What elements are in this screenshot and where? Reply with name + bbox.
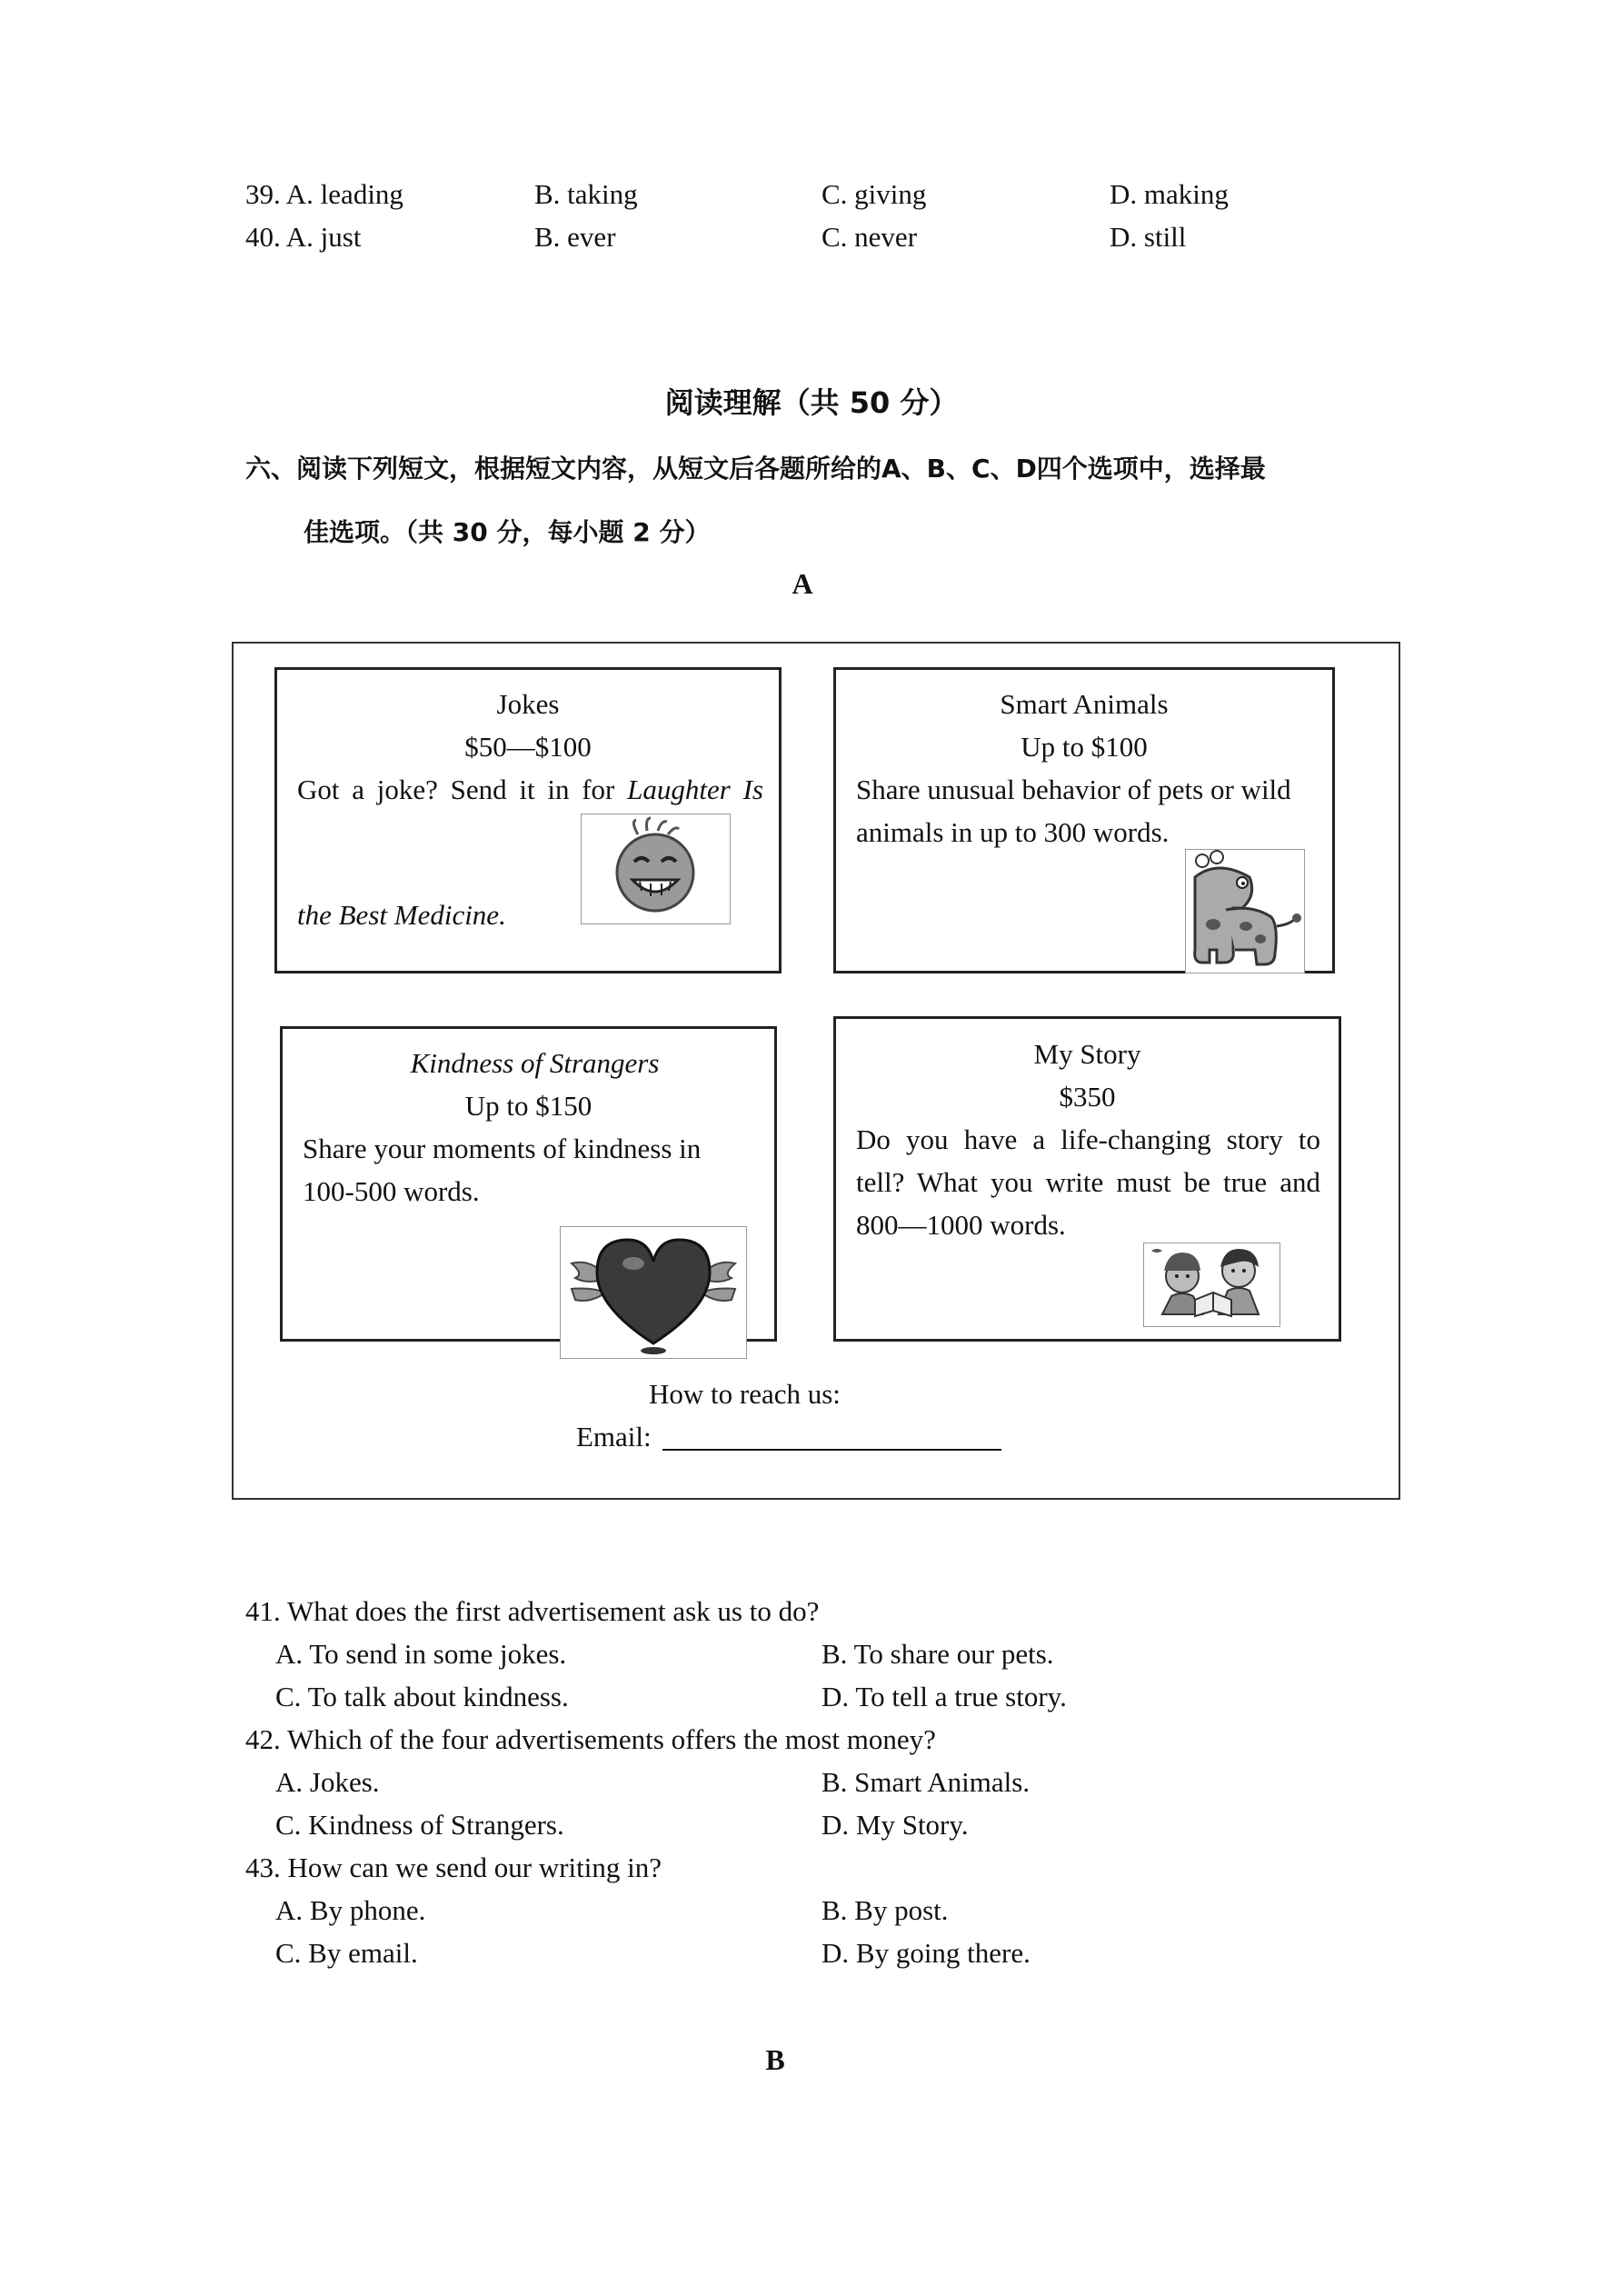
cloze-40-number-a: 40. A. just [245,221,362,253]
question-43-stem: 43. How can we send our writing in? [245,1852,662,1883]
ad-smart-animals-price: Up to $100 [1021,731,1148,763]
question-42-option-a: A. Jokes. [275,1766,380,1798]
ad-smart-animals-title: Smart Animals [1000,688,1169,720]
ad-kindness-title: Kindness of Strangers [410,1047,660,1079]
question-42-stem: 42. Which of the four advertisements offers the most money? [245,1723,936,1755]
email-label: Email: [576,1421,652,1452]
section-instruction-line1: 六、阅读下列短文，根据短文内容，从短文后各题所给的A、B、C、D四个选项中，选择最 [245,454,1266,484]
question-42-option-b: B. Smart Animals. [821,1766,1031,1798]
question-41-option-d: D. To tell a true story. [821,1681,1067,1712]
ad-jokes-price: $50—$100 [464,731,592,763]
ad-my-story-line1: Do you have a life-changing story to [856,1123,1320,1155]
winged-heart-icon [560,1226,747,1359]
ad-kindness-line1: Share your moments of kindness in [303,1133,702,1164]
email-blank-line [662,1449,1001,1451]
laughing-face-icon [581,814,731,924]
ad-my-story-line3: 800—1000 words. [856,1209,1066,1241]
children-reading-icon [1143,1243,1280,1327]
ad-kindness-price: Up to $150 [464,1090,592,1122]
cloze-39-option-c: C. giving [821,178,927,210]
cloze-39-option-b: B. taking [534,178,638,210]
ad-jokes-title: Jokes [496,688,560,720]
cloze-39-number-a: 39. A. leading [245,178,403,210]
passage-b-label: B [765,2043,785,2076]
question-42-option-c: C. Kindness of Strangers. [275,1809,564,1841]
ad-my-story-title: My Story [1033,1038,1141,1070]
question-43-option-a: A. By phone. [275,1894,426,1926]
ad-smart-animals-line1: Share unusual behavior of pets or wild [856,774,1291,805]
ad-smart-animals-line2: animals in up to 300 words. [856,816,1170,848]
ad-jokes [274,667,782,973]
passage-a-label: A [792,567,813,600]
question-42-option-d: D. My Story. [821,1809,969,1841]
ad-jokes-description-end: the Best Medicine. [297,899,506,931]
question-41-option-c: C. To talk about kindness. [275,1681,569,1712]
question-41-stem: 41. What does the first advertisement ask us to do? [245,1595,820,1627]
ad-my-story-price: $350 [1059,1081,1116,1113]
question-43-option-b: B. By post. [821,1894,949,1926]
question-41-option-b: B. To share our pets. [821,1638,1054,1670]
question-43-option-c: C. By email. [275,1937,418,1969]
cloze-39-option-d: D. making [1110,178,1229,210]
cloze-40-option-c: C. never [821,221,918,253]
section-title: 阅读理解（共 50 分） [664,385,959,420]
cloze-40-option-d: D. still [1110,221,1187,253]
ad-jokes-description: Got a joke? Send it in for Laughter Is [297,774,763,805]
giraffe-toy-icon [1185,849,1305,973]
ad-my-story [833,1016,1341,1342]
section-instruction-line2: 佳选项。（共 30 分，每小题 2 分） [304,517,711,547]
ad-my-story-line2: tell? What you write must be true and [856,1166,1320,1198]
ad-kindness-line2: 100-500 words. [303,1175,480,1207]
question-41-option-a: A. To send in some jokes. [275,1638,567,1670]
cloze-40-option-b: B. ever [534,221,616,253]
question-43-option-d: D. By going there. [821,1937,1031,1969]
contact-heading: How to reach us: [649,1378,841,1410]
